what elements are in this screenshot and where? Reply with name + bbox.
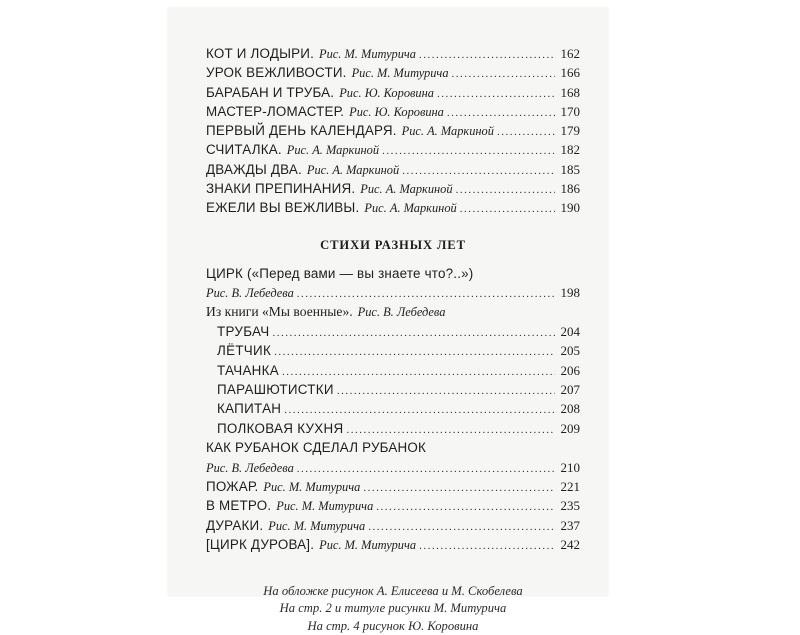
leader-dots [363,479,555,498]
toc-section-1 [206,44,580,218]
entry-title: МАСТЕР-ЛОМАСТЕР. [206,103,345,119]
toc-entry [206,496,580,515]
entry-title: ПОЖАР. [206,478,259,494]
entry-page: 208 [560,401,580,417]
toc-entry-plane-artist [206,458,580,477]
toc-entry [206,140,580,159]
entry-artist: Рис. А. Маркиной [286,143,380,158]
entry-page: 182 [560,142,580,158]
entry-artist: Рис. М. Митурича [351,66,449,81]
entry-page: 210 [560,459,580,475]
section-heading: СТИХИ РАЗНЫХ ЛЕТ [320,237,466,252]
toc-entry [206,121,580,140]
entry-artist: Рис. В. Лебедева [206,460,294,475]
toc-subentry [206,341,580,360]
entry-page: 162 [560,46,580,61]
entry-artist: Рис. А. Маркиной [364,201,457,216]
credit-line: На стр. 2 и титуле рисунки М. Митурича [279,601,507,616]
leader-dots [274,343,555,362]
entry-page: 207 [560,382,580,398]
entry-title: КАК РУБАНОК СДЕЛАЛ РУБАНОК [206,440,426,456]
entry-artist: Рис. А. Маркиной [306,162,400,177]
entry-artist: Рис. М. Митурича [276,499,374,514]
entry-title: Из книги «Мы военные». [206,304,353,320]
entry-page: 166 [560,65,580,81]
entry-title: ТРУБАЧ [217,323,270,339]
entry-page: 235 [560,498,580,514]
entry-page: 242 [560,537,580,553]
leader-dots [382,142,555,161]
toc-entry [206,83,580,102]
leader-dots [437,85,555,104]
book-page [168,8,608,633]
entry-artist: Рис. М. Митурича [263,479,361,494]
toc-entry [206,102,580,121]
entry-page: 204 [560,323,580,339]
leader-dots [452,65,555,84]
entry-page: 221 [560,478,580,494]
leader-dots [368,518,555,537]
leader-dots [272,324,555,343]
leader-dots [497,123,555,142]
table-of-contents [206,44,580,635]
toc-subentry [206,322,580,341]
toc-subentry [206,419,580,438]
entry-title: ПЕРВЫЙ ДЕНЬ КАЛЕНДАРЯ. [206,123,397,139]
entry-artist: Рис. А. Маркиной [360,182,453,197]
entry-page: 185 [560,161,580,177]
entry-title: ПОЛКОВАЯ КУХНЯ [217,420,344,436]
entry-title: ЦИРК («Перед вами — вы знаете что?..») [206,265,474,281]
entry-page: 190 [560,200,580,216]
entry-artist: Рис. Ю. Коровина [339,85,434,100]
entry-title: ТАЧАНКА [217,362,279,378]
toc-entry [206,160,580,179]
entry-title: БАРАБАН И ТРУБА. [206,84,335,100]
entry-artist: Рис. М. Митурича [319,47,416,61]
entry-page: 205 [560,343,580,359]
entry-page: 168 [560,84,580,100]
toc-entry-book [206,302,580,321]
entry-title: УРОК ВЕЖЛИВОСТИ. [206,65,347,81]
entry-page: 209 [560,420,580,436]
entry-artist: Рис. А. Маркиной [401,124,494,139]
entry-page: 186 [560,181,580,197]
entry-title: СЧИТАЛКА. [206,142,282,158]
credit-line: На стр. 4 рисунок Ю. Коровина [307,618,479,633]
leader-dots [402,162,555,181]
entry-artist: Рис. М. Митурича [268,518,366,533]
leader-dots [460,200,555,219]
leader-dots [419,46,555,65]
illustration-credits [206,583,580,635]
entry-artist: Рис. М. Митурича [319,538,417,553]
entry-page: 237 [560,517,580,533]
leader-dots [419,537,555,556]
entry-title: ДВАЖДЫ ДВА. [206,161,302,177]
leader-dots [456,181,555,200]
entry-title: ДУРАКИ. [206,517,264,533]
entry-title: КАПИТАН [217,401,282,417]
entry-title: [ЦИРК ДУРОВА]. [206,537,315,553]
entry-title: В МЕТРО. [206,498,272,514]
entry-title: ЛЁТЧИК [217,343,272,359]
entry-title: ЗНАКИ ПРЕПИНАНИЯ. [206,181,356,197]
toc-entry [206,198,580,217]
entry-artist: Рис. Ю. Коровина [349,104,444,119]
leader-dots [447,104,555,123]
toc-subentry [206,399,580,418]
toc-entry-circus-artist [206,283,580,302]
toc-entry [206,179,580,198]
toc-entry [206,516,580,535]
leader-dots [376,498,555,517]
toc-entry [206,44,580,63]
leader-dots [337,382,555,401]
toc-subentry [206,361,580,380]
entry-page: 170 [560,103,580,119]
entry-title: ПАРАШЮТИСТКИ [217,382,334,398]
toc-entry [206,63,580,82]
credit-line: На обложке рисунок А. Елисеева и М. Скобелева [263,583,523,598]
entry-title: ЕЖЕЛИ ВЫ ВЕЖЛИВЫ. [206,200,360,216]
entry-page: 198 [560,285,580,301]
entry-artist: Рис. В. Лебедева [206,286,294,301]
toc-subentry [206,380,580,399]
toc-entry [206,535,580,554]
toc-entry-plane-title [206,438,580,457]
entry-page: 179 [560,123,580,139]
entry-artist: Рис. В. Лебедева [357,305,446,320]
entry-title: КОТ И ЛОДЫРИ. [206,46,315,61]
toc-entry-circus-title [206,264,580,283]
toc-entry [206,477,580,496]
entry-page: 206 [560,362,580,378]
leader-dots [297,460,555,479]
